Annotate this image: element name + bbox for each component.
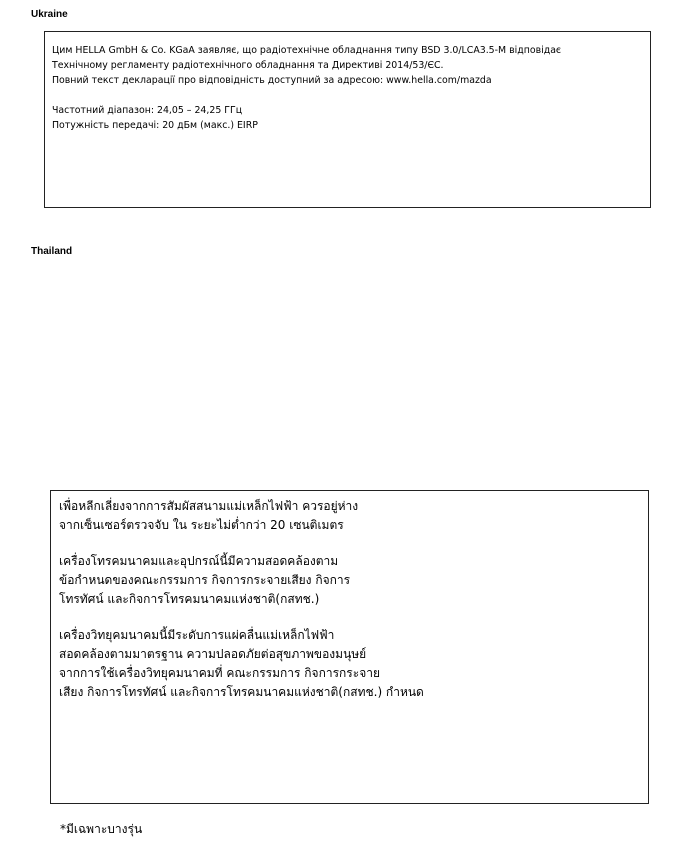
- section-heading-thailand: Thailand: [31, 246, 73, 257]
- thailand-line: เครื่องโทรคมนาคมและอุปกรณ์นี้มีความสอดคล้องตาม: [59, 554, 339, 568]
- ukraine-line: Цим HELLA GmbH & Co. KGaA заявляє, що радіотехнічне обладнання типу BSD 3.0/LCA3.5-M відповідає: [52, 45, 562, 56]
- thailand-line: โทรทัศน์ และกิจการโทรคมนาคมแห่งชาติ(กสทช.): [59, 592, 320, 606]
- section-heading-ukraine: Ukraine: [31, 9, 68, 20]
- thailand-line: ข้อกำหนดของคณะกรรมการ กิจการกระจายเสียง กิจการ: [59, 573, 351, 587]
- thailand-footnote: *มีเฉพาะบางรุ่น: [60, 822, 143, 836]
- thailand-line: สอดคล้องตามมาตรฐาน ความปลอดภัยต่อสุขภาพของมนุษย์: [59, 647, 367, 661]
- ukraine-power-line: Потужність передачі: 20 дБм (макс.) EIRP: [52, 120, 258, 131]
- paragraph-gap: [59, 609, 648, 626]
- ukraine-line: Технічному регламенту радіотехнічного обладнання та Директиві 2014/53/ЄС.: [52, 60, 444, 71]
- thailand-line: เครื่องวิทยุคมนาคมนี้มีระดับการแผ่คลื่นแม่เหล็กไฟฟ้า: [59, 628, 335, 642]
- ukraine-declaration-box: [44, 31, 651, 208]
- ukraine-frequency-line: Частотний діапазон: 24,05 – 24,25 ГГц: [52, 105, 243, 116]
- thailand-line: เสียง กิจการโทรทัศน์ และกิจการโทรคมนาคมแห่งชาติ(กสทช.) กำหนด: [59, 685, 424, 699]
- thailand-line: เพื่อหลีกเลี่ยงจากการสัมผัสสนามแม่เหล็กไฟฟ้า ควรอยู่ห่าง: [59, 499, 359, 513]
- thailand-line: จากการใช้เครื่องวิทยุคมนาคมที่ คณะกรรมการ กิจการกระจาย: [59, 666, 380, 680]
- paragraph-gap: [52, 88, 650, 103]
- thailand-line: จากเซ็นเซอร์ตรวจจับ ใน ระยะไม่ต่ำกว่า 20 เซนติเมตร: [59, 518, 344, 532]
- ukraine-line: Повний текст декларації про відповідність доступний за адресою: www.hella.com/mazda: [52, 75, 492, 86]
- thailand-declaration-box: [50, 490, 649, 804]
- paragraph-gap: [59, 535, 648, 552]
